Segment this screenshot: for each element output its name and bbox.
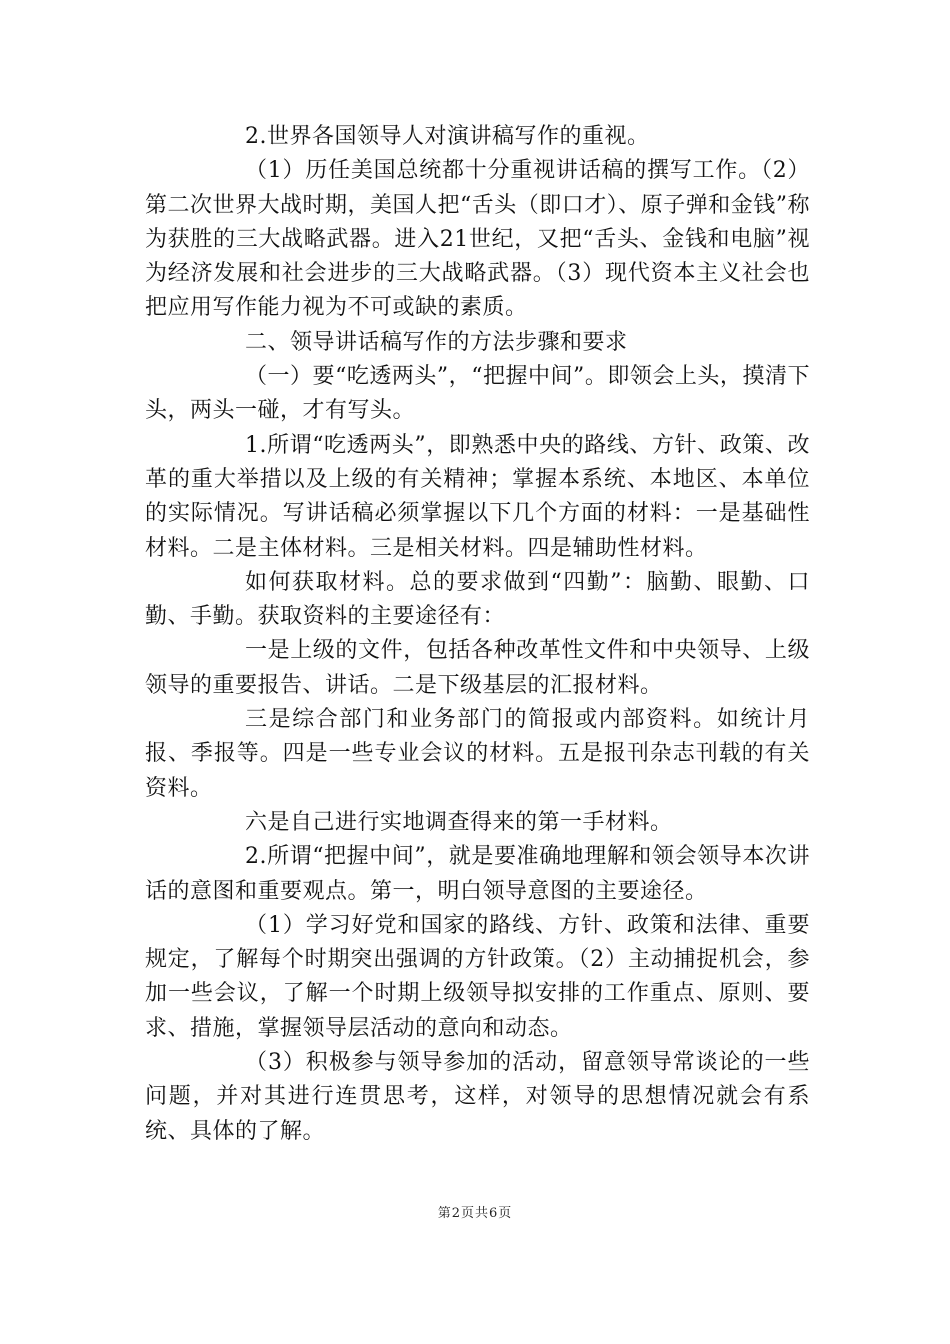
paragraph-1: 2.世界各国领导人对演讲稿写作的重视。 [245, 124, 650, 149]
body-text [145, 120, 810, 1149]
paragraph-9: 六是自己进行实地调查得来的第一手材料。 [245, 809, 673, 835]
paragraph-4: （一）要“吃透两头”，“把握中间”。即领会上头，摸清下头，两头一碰，才有写头。 [145, 364, 810, 424]
paragraph-6: 如何获取材料。总的要求做到“四勤”：脑勤、眼勤、口勤、手勤。获取资料的主要途径有： [145, 569, 810, 630]
paragraph-11: （1）学习好党和国家的路线、方针、政策和法律、重要规定，了解每个时期突出强调的方针政策。（2）主动捕捉机会，参加一些会议，了解一个时期上级领导拟安排的工作重点、原则、要求、措施，掌握领导层活动的意向和动态。 [145, 912, 810, 1041]
section-heading-2: 二、领导讲话稿写作的方法步骤和要求 [245, 329, 628, 355]
paragraph-5: 1.所谓“吃透两头”，即熟悉中央的路线、方针、政策、改革的重大举措以及上级的有关精神；掌握本系统、本地区、本单位的实际情况。写讲话稿必须掌握以下几个方面的材料：一是基础性材料。二是主体材料。三是相关材料。四是辅助性材料。 [145, 432, 810, 561]
paragraph-12: （3）积极参与领导参加的活动，留意领导常谈论的一些问题，并对其进行连贯思考，这样，对领导的思想情况就会有系统、具体的了解。 [145, 1050, 810, 1144]
page-footer [0, 1202, 950, 1221]
paragraph-10: 2.所谓“把握中间”，就是要准确地理解和领会领导本次讲话的意图和重要观点。第一，明白领导意图的主要途径。 [145, 844, 810, 904]
paragraph-7: 一是上级的文件，包括各种改革性文件和中央领导、上级领导的重要报告、讲话。二是下级基层的汇报材料。 [145, 638, 810, 698]
paragraph-8: 三是综合部门和业务部门的简报或内部资料。如统计月报、季报等。四是一些专业会议的材料。五是报刊杂志刊载的有关资料。 [145, 707, 810, 801]
paragraph-2: （1）历任美国总统都十分重视讲话稿的撰写工作。（2）第二次世界大战时期，美国人把“舌头（即口才）、原子弹和金钱”称为获胜的三大战略武器。进入21世纪，又把“舌头、金钱和电脑”视为经济发展和社会进步的三大战略武器。（3）现代资本主义社会也把应用写作能力视为不可或缺的素质。 [145, 158, 810, 321]
page-number: 第2页共6页 [437, 1206, 513, 1221]
